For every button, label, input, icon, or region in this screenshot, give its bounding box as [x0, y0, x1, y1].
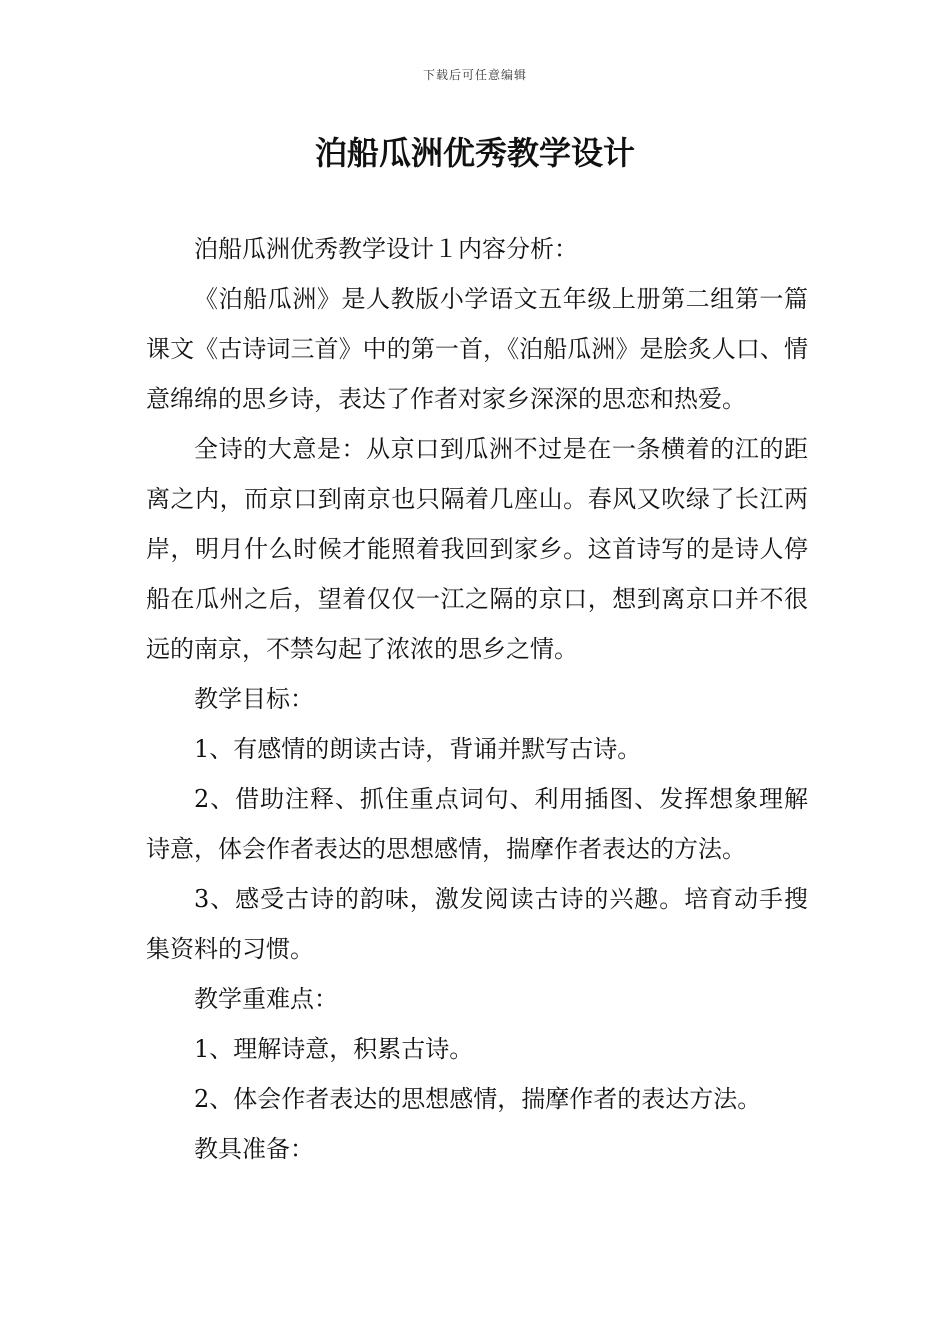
- heading-teaching-aids: 教具准备：: [194, 1135, 314, 1163]
- list-item-key-point-2: 2、体会作者表达的思想感情，揣摩作者的表达方法。: [194, 1085, 762, 1113]
- list-item-goal-2: 2、借助注释、抓住重点词句、利用插图、发挥想象理解诗意，体会作者表达的思想感情，揣摩作者表达的方法。: [146, 785, 808, 863]
- paragraph-intro: 《泊船瓜洲》是人教版小学语文五年级上册第二组第一篇课文《古诗词三首》中的第一首，《泊船瓜洲》是脍炙人口、情意绵绵的思乡诗，表达了作者对家乡深深的思恋和热爱。: [146, 285, 808, 413]
- list-item-goal-1: 1、有感情的朗读古诗，背诵并默写古诗。: [194, 735, 642, 763]
- heading-teaching-goals: 教学目标：: [194, 685, 314, 713]
- list-item-key-point-1: 1、理解诗意，积累古诗。: [194, 1035, 474, 1063]
- list-item-goal-3: 3、感受古诗的韵味，激发阅读古诗的兴趣。培育动手搜集资料的习惯。: [146, 885, 808, 963]
- heading-key-points: 教学重难点：: [194, 985, 338, 1013]
- paragraph-poem-meaning: 全诗的大意是：从京口到瓜洲不过是在一条横着的江的距离之内，而京口到南京也只隔着几座山。春风又吹绿了长江两岸，明月什么时候才能照着我回到家乡。这首诗写的是诗人停船在瓜州之后，望着仅仅一江之隔的京口，想到离京口并不很远的南京，不禁勾起了浓浓的思乡之情。: [146, 435, 808, 663]
- document-title: 泊船瓜洲优秀教学设计: [314, 134, 635, 172]
- header-note: 下载后可任意编辑: [422, 68, 527, 82]
- document-body: [146, 224, 808, 1174]
- paragraph-section-heading: 泊船瓜洲优秀教学设计１内容分析：: [194, 235, 578, 263]
